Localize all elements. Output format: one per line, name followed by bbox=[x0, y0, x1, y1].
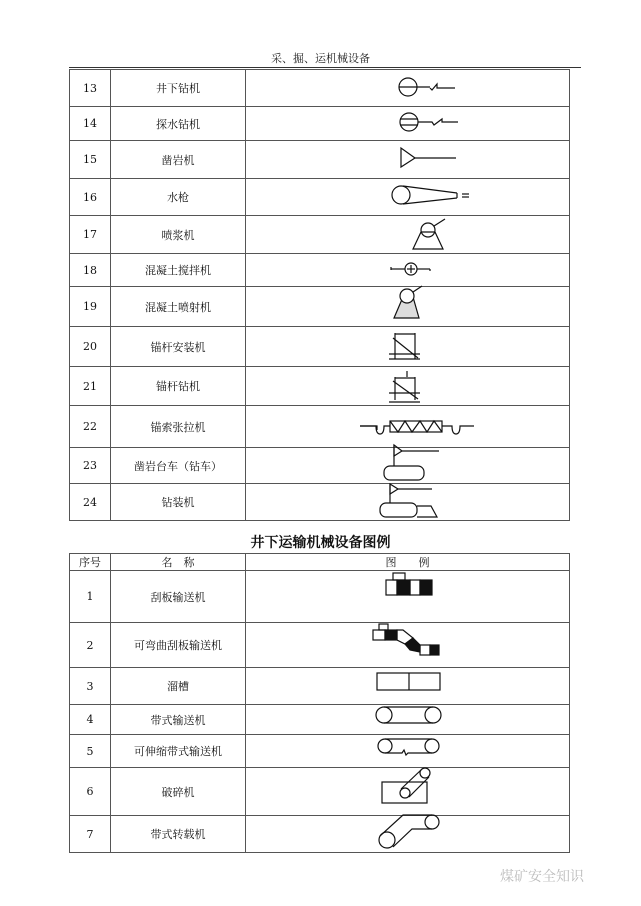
chute-symbol bbox=[377, 673, 440, 690]
equipment-name: 破碎机 bbox=[111, 768, 246, 816]
row-number: 24 bbox=[70, 484, 111, 521]
belt-transfer-symbol bbox=[379, 815, 439, 848]
row-number: 2 bbox=[70, 623, 111, 668]
equipment-name: 可伸缩带式输送机 bbox=[111, 735, 246, 768]
equipment-name: 水枪 bbox=[111, 179, 246, 216]
row-number: 22 bbox=[70, 406, 111, 448]
concrete-mixer-symbol bbox=[391, 263, 430, 275]
scraper-conveyor-symbol bbox=[386, 573, 432, 595]
row-number: 23 bbox=[70, 448, 111, 484]
row-number: 15 bbox=[70, 141, 111, 179]
col-header-legend: 图 例 bbox=[246, 554, 570, 571]
equipment-name: 混凝土搅拌机 bbox=[111, 254, 246, 287]
row-number: 20 bbox=[70, 327, 111, 367]
row-number: 16 bbox=[70, 179, 111, 216]
equipment-name: 可弯曲刮板输送机 bbox=[111, 623, 246, 668]
flexible-scraper-conveyor-symbol bbox=[373, 624, 439, 655]
row-number: 21 bbox=[70, 367, 111, 406]
bolt-installer-symbol bbox=[389, 333, 420, 359]
cable-tensioner-symbol bbox=[360, 421, 474, 434]
water-probe-drill-symbol bbox=[400, 113, 458, 131]
drill-loader-symbol bbox=[380, 484, 437, 517]
row-number: 6 bbox=[70, 768, 111, 816]
equipment-name: 凿岩机 bbox=[111, 141, 246, 179]
row-number: 4 bbox=[70, 705, 111, 735]
shotcrete-machine-symbol bbox=[413, 219, 445, 249]
col-header-no: 序号 bbox=[70, 554, 111, 571]
col-header-name: 名 称 bbox=[111, 554, 246, 571]
watermark: 煤矿安全知识 bbox=[500, 869, 584, 885]
row-number: 1 bbox=[70, 571, 111, 623]
row-number: 3 bbox=[70, 668, 111, 705]
concrete-sprayer-symbol bbox=[394, 286, 422, 318]
belt-conveyor-symbol bbox=[376, 707, 441, 723]
equipment-name: 带式转载机 bbox=[111, 816, 246, 853]
row-number: 7 bbox=[70, 816, 111, 853]
equipment-name: 锚索张拉机 bbox=[111, 406, 246, 448]
rock-drill-symbol bbox=[401, 148, 456, 167]
equipment-name: 钻装机 bbox=[111, 484, 246, 521]
page-header: 采、掘、运机械设备 bbox=[271, 52, 370, 65]
equipment-name: 带式输送机 bbox=[111, 705, 246, 735]
row-number: 18 bbox=[70, 254, 111, 287]
crusher-symbol bbox=[382, 768, 430, 803]
underground-drill-symbol bbox=[399, 78, 455, 96]
equipment-name: 锚杆安装机 bbox=[111, 327, 246, 367]
equipment-name: 喷浆机 bbox=[111, 216, 246, 254]
row-number: 14 bbox=[70, 107, 111, 141]
equipment-name: 井下钻机 bbox=[111, 70, 246, 107]
equipment-name: 混凝土喷射机 bbox=[111, 287, 246, 327]
row-number: 5 bbox=[70, 735, 111, 768]
row-number: 17 bbox=[70, 216, 111, 254]
table2-title: 井下运输机械设备图例 bbox=[250, 535, 391, 551]
extensible-belt-conveyor-symbol bbox=[378, 739, 439, 755]
equipment-name: 锚杆钻机 bbox=[111, 367, 246, 406]
equipment-name: 凿岩台车（钻车） bbox=[111, 448, 246, 484]
equipment-name: 溜槽 bbox=[111, 668, 246, 705]
drill-jumbo-symbol bbox=[384, 445, 439, 480]
row-number: 13 bbox=[70, 70, 111, 107]
water-gun-symbol bbox=[392, 186, 469, 204]
equipment-name: 探水钻机 bbox=[111, 107, 246, 141]
row-number: 19 bbox=[70, 287, 111, 327]
bolt-drill-symbol bbox=[389, 371, 420, 402]
equipment-name: 刮板输送机 bbox=[111, 571, 246, 623]
